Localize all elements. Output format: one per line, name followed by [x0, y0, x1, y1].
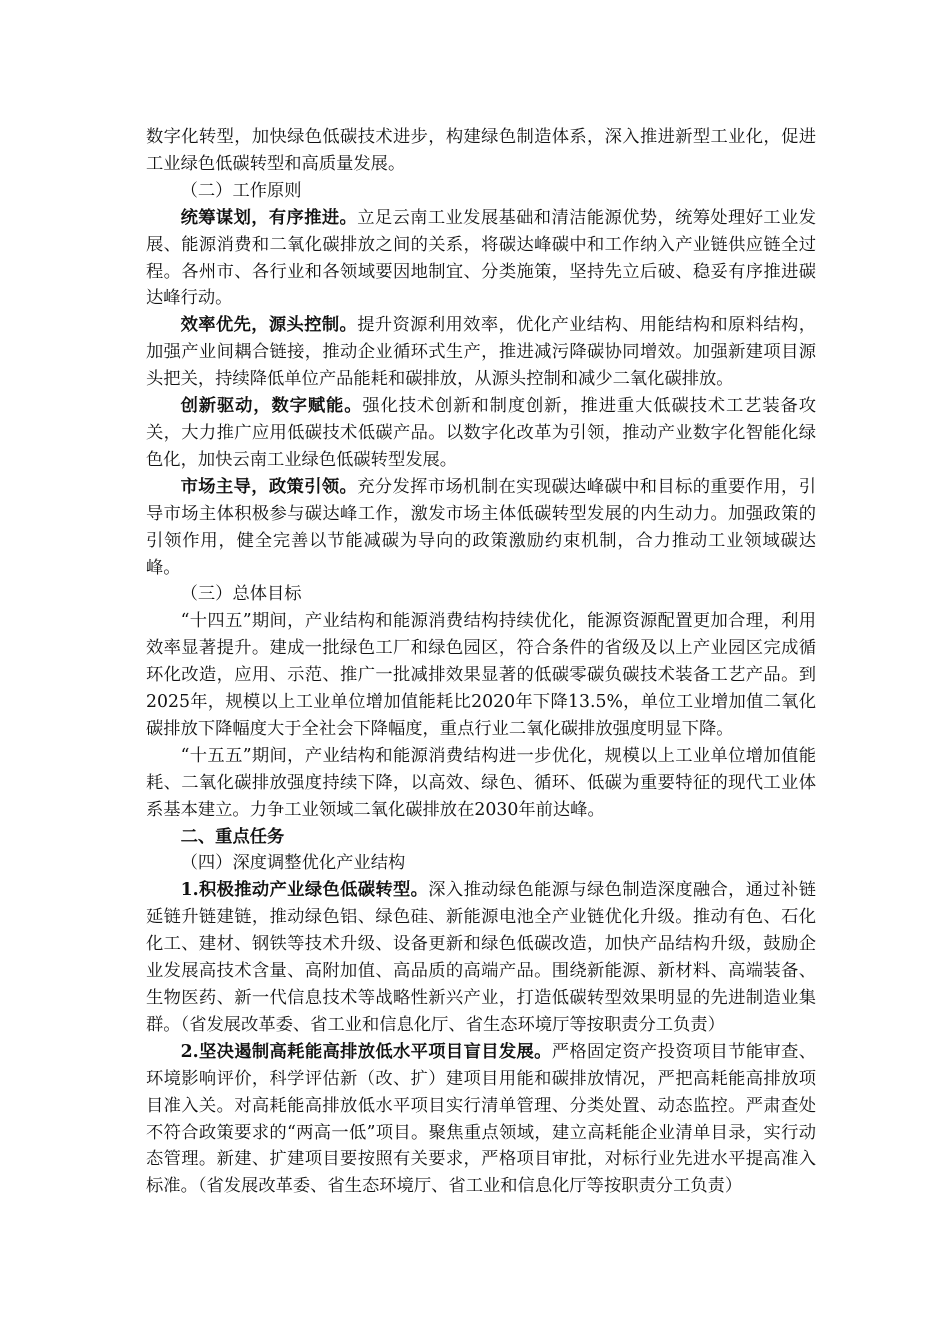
section-goals-heading: （三）总体目标	[180, 584, 302, 605]
task-text: 深入推动绿色能源与绿色制造深度融合，通过补链延链升链建链，推动绿色铝、绿色硅、新能源电池全产业链优化升级。推动有色、石化化工、建材、钢铁等技术升级、设备更新和绿色低碳改造，加快产品结构升级，鼓励企业发展高技术含量、高附加值、高品质的高端产品。围绕新能源、新材料、高端装备、生物医药、新一代信息技术等战略性新兴产业，打造低碳转型效果明显的先进制造业集群。（省发展改革委、省工业和信息化厅、省生态环境厅等按职责分工负责）	[146, 880, 816, 1035]
principle-paragraph	[146, 205, 816, 313]
principle-paragraph	[146, 474, 816, 582]
principle-title: 市场主导，政策引领。	[180, 476, 358, 497]
task-paragraph	[146, 1039, 816, 1200]
section-structure-heading: （四）深度调整优化产业结构	[180, 853, 406, 874]
section-principles-heading: （二）工作原则	[180, 180, 302, 201]
document-page	[146, 124, 816, 1200]
intro-paragraph: 数字化转型，加快绿色低碳技术进步，构建绿色制造体系，深入推进新型工业化，促进工业绿色低碳转型和高质量发展。	[146, 127, 816, 174]
principle-text: 提升资源利用效率，优化产业结构、用能结构和原料结构，加强产业间耦合链接，推动企业循环式生产，推进减污降碳协同增效。加强新建项目源头把关，持续降低单位产品能耗和碳排放，从源头控制和减少二氧化碳排放。	[146, 315, 816, 390]
task-text: 严格固定资产投资项目节能审查、环境影响评价，科学评估新（改、扩）建项目用能和碳排放情况，严把高耗能高排放项目准入关。对高耗能高排放低水平项目实行清单管理、分类处置、动态监控。严肃查处不符合政策要求的“两高一低”项目。聚焦重点领域，建立高耗能企业清单目录，实行动态管理。新建、扩建项目要按照有关要求，严格项目审批，对标行业先进水平提高准入标准。（省发展改革委、省生态环境厅、省工业和信息化厅等按职责分工负责）	[146, 1041, 816, 1197]
task-title: 1.积极推动产业绿色低碳转型。	[180, 880, 429, 901]
principle-paragraph	[146, 393, 816, 474]
goal-15th-paragraph: “十五五”期间，产业结构和能源消费结构进一步优化，规模以上工业单位增加值能耗、二氧化碳排放强度持续下降，以高效、绿色、循环、低碳为重要特征的现代工业体系基本建立。力争工业领域二氧化碳排放在2030年前达峰。	[146, 745, 816, 820]
principle-text: 立足云南工业发展基础和清洁能源优势，统筹处理好工业发展、能源消费和二氧化碳排放之间的关系，将碳达峰碳中和工作纳入产业链供应链全过程。各州市、各行业和各领域要因地制宜、分类施策，坚持先立后破、稳妥有序推进碳达峰行动。	[146, 207, 816, 309]
principle-title: 创新驱动，数字赋能。	[180, 396, 363, 417]
principle-text: 充分发挥市场机制在实现碳达峰碳中和目标的重要作用，引导市场主体积极参与碳达峰工作，激发市场主体低碳转型发展的内生动力。加强政策的引领作用，健全完善以节能减碳为导向的政策激励约束机制，合力推动工业领域碳达峰。	[146, 476, 816, 578]
task-title: 2.坚决遏制高耗能高排放低水平项目盲目发展。	[180, 1041, 552, 1062]
tasks-heading: 二、重点任务	[180, 826, 285, 847]
goal-14th-paragraph: “十四五”期间，产业结构和能源消费结构持续优化，能源资源配置更加合理，利用效率显著提升。建成一批绿色工厂和绿色园区，符合条件的省级及以上产业园区完成循环化改造，应用、示范、推广一批减排效果显著的低碳零碳负碳技术装备工艺产品。到2025年，规模以上工业单位增加值能耗比2020年下降13.5%，单位工业增加值二氧化碳排放下降幅度大于全社会下降幅度，重点行业二氧化碳排放强度明显下降。	[146, 611, 816, 739]
principle-title: 效率优先，源头控制。	[180, 315, 358, 336]
task-paragraph	[146, 877, 816, 1038]
principle-text: 强化技术创新和制度创新，推进重大低碳技术工艺装备攻关，大力推广应用低碳技术低碳产品。以数字化改革为引领，推动产业数字化智能化绿色化，加快云南工业绿色低碳转型发展。	[146, 396, 816, 470]
principle-paragraph	[146, 312, 816, 393]
principle-title: 统筹谋划，有序推进。	[180, 207, 358, 228]
